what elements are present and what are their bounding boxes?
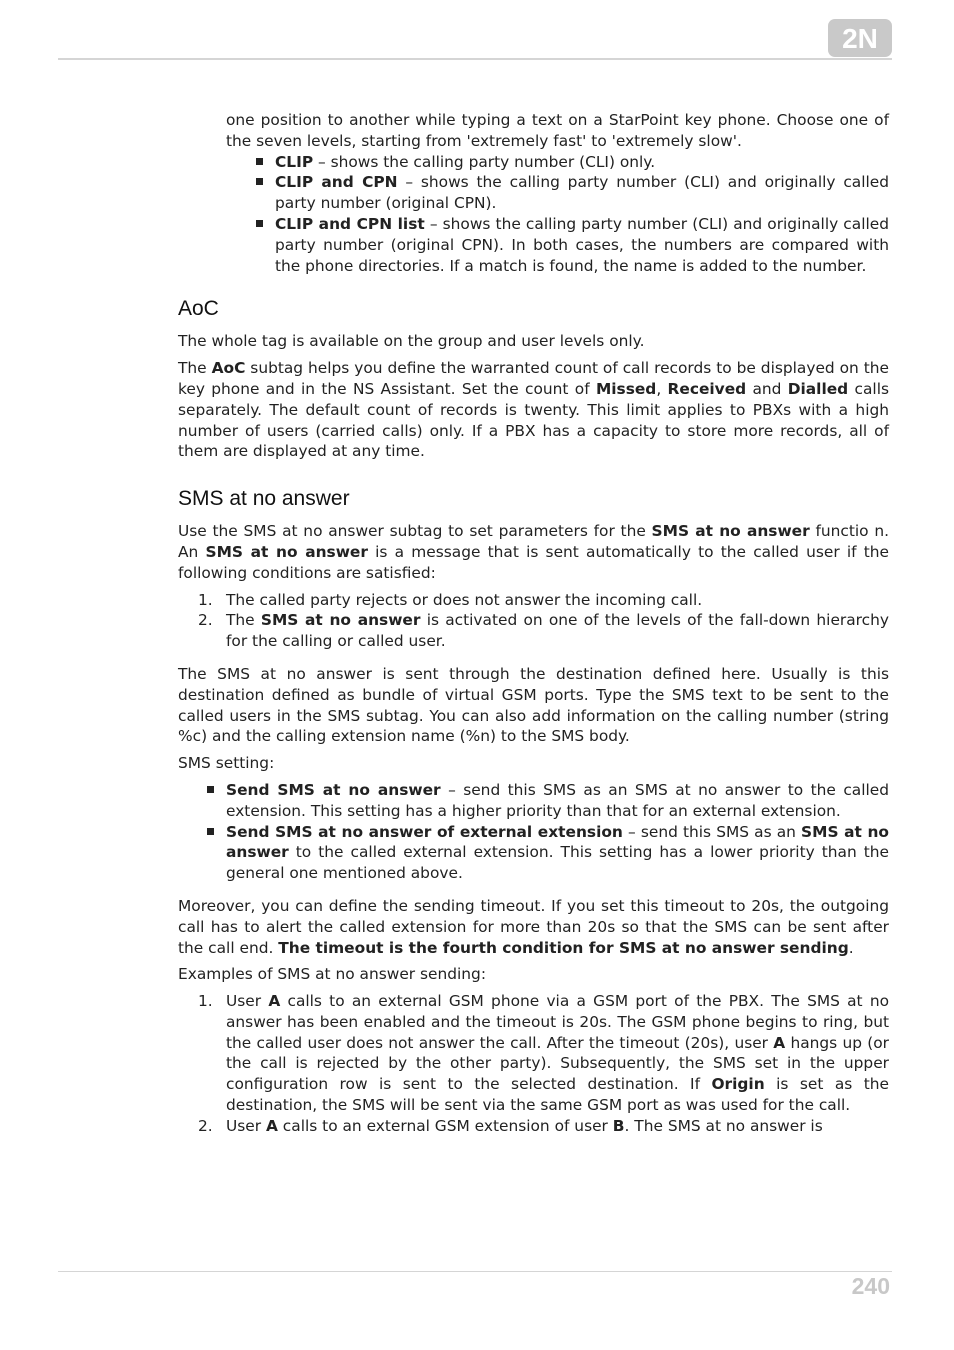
- list-item: Send SMS at no answer – send this SMS as an SMS at no answer to the called extension. This setting has a higher priority than that for an external extension.: [178, 780, 889, 822]
- list-item: CLIP and CPN list – shows the calling party number (CLI) and originally called party number (original CPN). In both cases, the numbers are compared with the phone directories. If a match is found, the name is added to the number.: [178, 214, 889, 276]
- clip-options-list: [178, 152, 889, 277]
- examples-list: [178, 991, 889, 1137]
- list-item: 1. User A calls to an external GSM phone via a GSM port of the PBX. The SMS at no answer has been enabled and the timeout is 20s. The GSM phone begins to ring, but the called user does not answer the call. After the timeout (20s), user A hangs up (or the call is rejected by the other party). Subsequently, the SMS set in the upper configuration row is sent to the selected destination. If Origin is set as the destination, the SMS will be sent via the same GSM port as was used for the call.: [198, 992, 889, 1115]
- list-item: Send SMS at no answer of external extension – send this SMS as an SMS at no answer to the called external extension. This setting has a lower priority than the general one mentioned above.: [178, 822, 889, 884]
- intro-continuation: one position to another while typing a text on a StarPoint key phone. Choose one of the seven levels, starting from 'extremely fast' to 'extremely slow'.: [226, 111, 889, 150]
- conditions-list: [178, 590, 889, 652]
- list-item: 2. The SMS at no answer is activated on one of the levels of the fall-down hierarchy for the calling or called user.: [198, 611, 889, 651]
- list-item: 2. User A calls to an external GSM extension of user B. The SMS at no answer is: [198, 1116, 823, 1135]
- examples-label: Examples of SMS at no answer sending:: [178, 965, 487, 984]
- aoc-heading: AoC: [178, 297, 219, 321]
- aoc-paragraph-1: The whole tag is available on the group and user levels only.: [178, 332, 645, 351]
- list-item: CLIP – shows the calling party number (CLI) only.: [178, 152, 889, 173]
- header-divider: [58, 58, 892, 60]
- logo-text: 2N: [842, 23, 878, 54]
- list-item: 1. The called party rejects or does not answer the incoming call.: [198, 590, 703, 609]
- list-item: CLIP and CPN – shows the calling party number (CLI) and originally called party number (original CPN).: [178, 172, 889, 214]
- sms-settings-list: [178, 780, 889, 884]
- aoc-paragraph-2: The AoC subtag helps you define the warranted count of call records to be displayed on the key phone and in the NS Assistant. Set the count of Missed, Received and Dialled calls separately. The default count of records is twenty. This limit applies to PBXs with a high number of users (carried calls) only. If a PBX has a capacity to store more records, all of them are displayed at any time.: [178, 359, 889, 461]
- footer-divider: [58, 1271, 892, 1272]
- sms-heading: SMS at no answer: [178, 487, 350, 511]
- sms-paragraph-3: Moreover, you can define the sending timeout. If you set this timeout to 20s, the outgoing call has to alert the called extension for more than 20s so that the SMS can be sent after the call end. The timeout is the fourth condition for SMS at no answer sending.: [178, 896, 889, 957]
- sms-setting-label: SMS setting:: [178, 754, 275, 773]
- sms-paragraph-1: Use the SMS at no answer subtag to set parameters for the SMS at no answer functio n. An SMS at no answer is a message that is sent automatically to the called user if the following conditions are satisfied:: [178, 522, 889, 582]
- 2n-logo: [828, 19, 892, 57]
- sms-paragraph-2: The SMS at no answer is sent through the destination defined here. Usually is this destination defined as bundle of virtual GSM ports. Type the SMS text to be sent to the called users in the SMS subtag. You can also add information on the calling number (string %c) and the calling extension name (%n) to the SMS body.: [178, 664, 889, 746]
- page-number: 240: [851, 1273, 890, 1299]
- document-body: [178, 110, 889, 1149]
